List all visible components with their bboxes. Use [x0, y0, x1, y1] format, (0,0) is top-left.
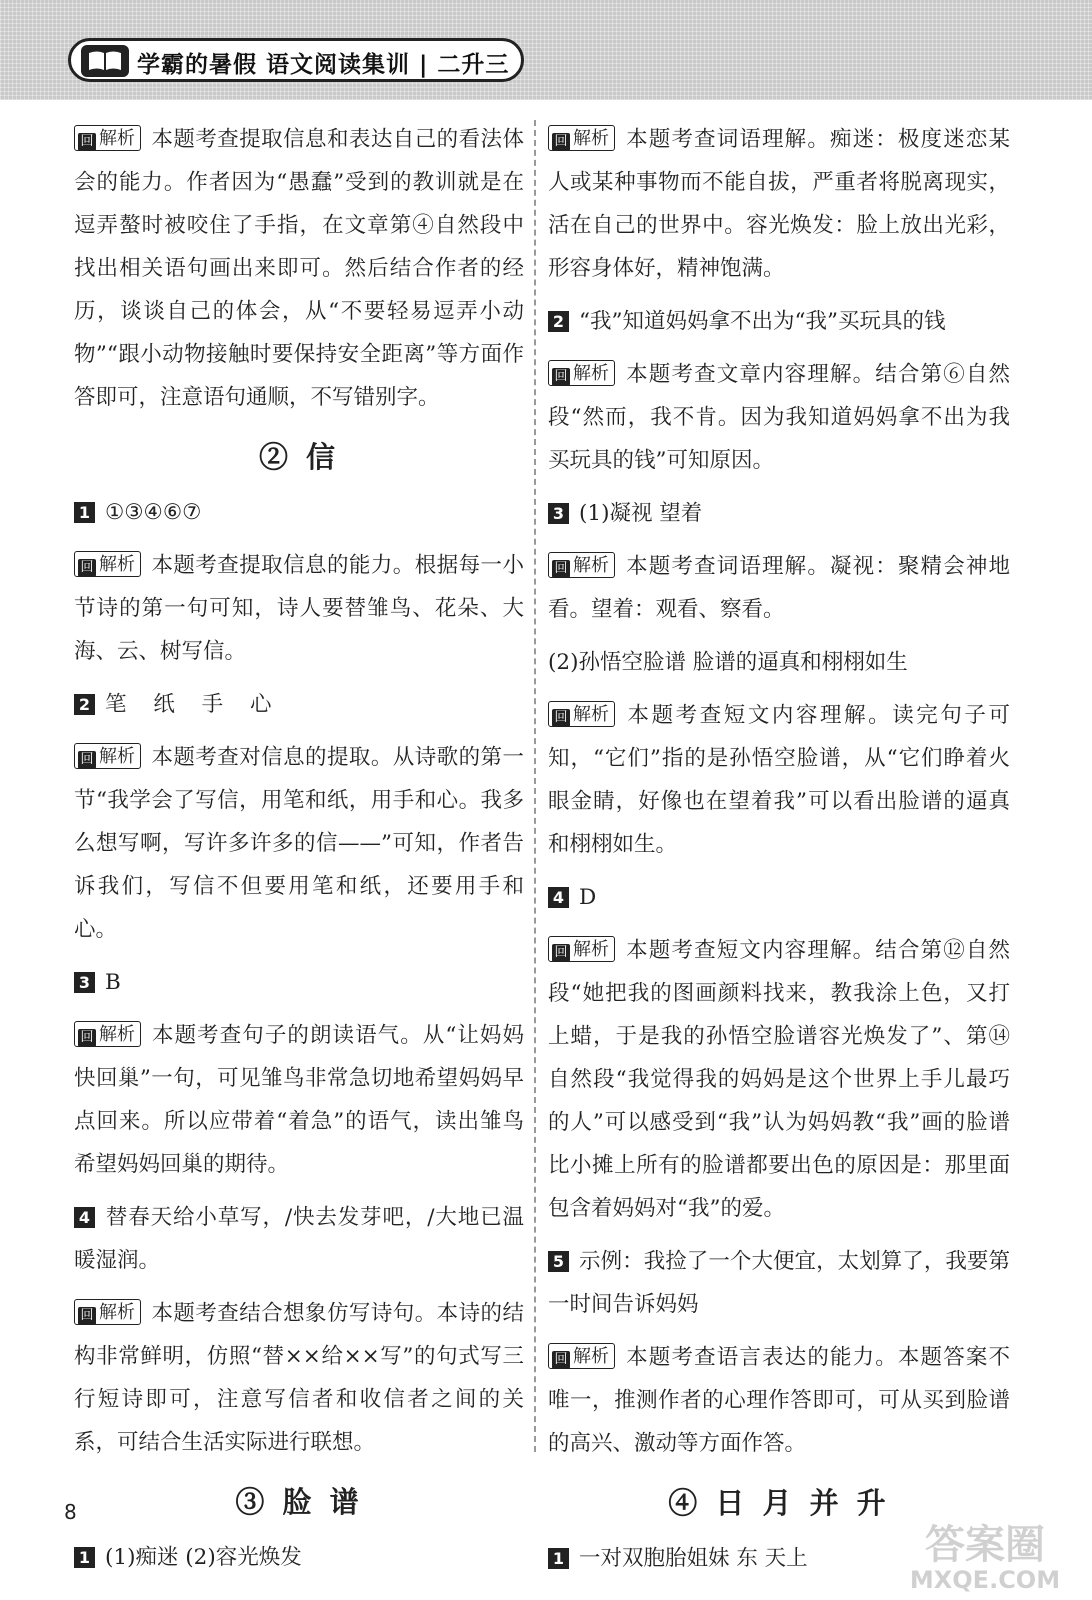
- column-divider: [534, 120, 536, 1452]
- analysis-paragraph: 回 解析 本题考查对信息的提取。从诗歌的第一节“我学会了写信，用笔和纸，用手和心。我多么想写啊，写许多许多的信——”可知，作者告诉我们，写信不但要用笔和纸，还要用手和心。: [74, 745, 524, 942]
- answer-item: 1 (1)痴迷 (2)容光焕发: [74, 1536, 524, 1579]
- analysis-icon: 回: [552, 709, 570, 727]
- analysis-icon: 回: [78, 751, 96, 769]
- analysis-icon: 回: [78, 1307, 96, 1325]
- analysis-badge: 回 解析: [74, 743, 141, 769]
- question-number: 1: [74, 1547, 95, 1568]
- analysis-paragraph: 回 解析 本题考查语言表达的能力。本题答案不唯一，推测作者的心理作答即可，可从买到脸谱的高兴、激动等方面作答。: [548, 1345, 1010, 1456]
- analysis-badge: 回 解析: [74, 1299, 141, 1325]
- book-icon: [81, 45, 129, 77]
- analysis-paragraph: 回 解析 本题考查短文内容理解。读完句子可知，“它们”指的是孙悟空脸谱，从“它们睁着火眼金睛，好像也在望着我”可以看出脸谱的逼真和栩栩如生。: [548, 703, 1010, 857]
- question-number: 1: [74, 502, 95, 523]
- page-header: [0, 0, 1092, 100]
- analysis-badge: 回 解析: [548, 1343, 615, 1369]
- answer-item: 2 笔 纸 手 心: [74, 683, 524, 726]
- right-column: [548, 118, 1010, 1590]
- question-number: 4: [548, 887, 569, 908]
- analysis-paragraph: 回 解析 本题考查词语理解。痴迷：极度迷恋某人或某种事物而不能自拔，严重者将脱离现实，活在自己的世界中。容光焕发：脸上放出光彩，形容身体好，精神饱满。: [548, 127, 1010, 281]
- analysis-icon: 回: [552, 133, 570, 151]
- analysis-badge: 回 解析: [74, 125, 141, 151]
- answer-item: 4 替春天给小草写，/快去发芽吧，/大地已温暖湿润。: [74, 1205, 524, 1273]
- question-number: 1: [548, 1548, 569, 1569]
- analysis-icon: 回: [78, 559, 96, 577]
- analysis-badge: 回 解析: [548, 125, 615, 151]
- analysis-paragraph: 回 解析 本题考查提取信息和表达自己的看法体会的能力。作者因为“愚蠢”受到的教训就是在逗弄螯时被咬住了手指，在文章第④自然段中找出相关语句画出来即可。然后结合作者的经历，谈谈自己的体会，从“不要轻易逗弄小动物”“跟小动物接触时要保持安全距离”等方面作答即可，注意语句通顺，不写错别字。: [74, 127, 524, 410]
- section-title-sun-moon: ④ 日 月 并 升: [668, 1486, 890, 1520]
- analysis-paragraph: 回 解析 本题考查提取信息的能力。根据每一小节诗的第一句可知，诗人要替雏鸟、花朵、大海、云、树写信。: [74, 553, 524, 664]
- left-column: [74, 118, 524, 1589]
- analysis-icon: 回: [552, 368, 570, 386]
- watermark-logo: [890, 1512, 1080, 1596]
- analysis-icon: 回: [78, 1029, 96, 1047]
- answer-item: 5 示例：我捡了一个大便宜，太划算了，我要第一时间告诉妈妈: [548, 1249, 1010, 1317]
- answer-item: 1 ①③④⑥⑦: [74, 491, 524, 534]
- analysis-paragraph: 回 解析 本题考查文章内容理解。结合第⑥自然段“然而，我不肯。因为我知道妈妈拿不出为我买玩具的钱”可知原因。: [548, 362, 1010, 473]
- question-number: 3: [548, 503, 569, 524]
- question-number: 3: [74, 972, 95, 993]
- answer-item: 1 一对双胞胎姐妹 东 天上: [548, 1537, 1010, 1580]
- header-title: 学霸的暑假 语文阅读集训 | 二升三: [137, 52, 510, 78]
- answer-item: 3 B: [74, 961, 524, 1004]
- analysis-icon: 回: [552, 1351, 570, 1369]
- analysis-paragraph: 回 解析 本题考查短文内容理解。结合第⑫自然段“她把我的图画颜料找来，教我涂上色，又打上蜡，于是我的孙悟空脸谱容光焕发了”、第⑭自然段“我觉得我的妈妈是这个世界上手儿最巧的人”可以感受到“我”认为妈妈教“我”画的脸谱比小摊上所有的脸谱都要出色的原因是：那里面包含着妈妈对“我”的爱。: [548, 938, 1010, 1221]
- question-number: 2: [548, 311, 569, 332]
- analysis-paragraph: 回 解析 本题考查句子的朗读语气。从“让妈妈快回巢”一句，可见雏鸟非常急切地希望妈妈早点回来。所以应带着“着急”的语气，读出雏鸟希望妈妈回巢的期待。: [74, 1023, 524, 1177]
- answer-item: (2)孙悟空脸谱 脸谱的逼真和栩栩如生: [548, 650, 908, 675]
- svg-text:MXQE.COM: MXQE.COM: [909, 1566, 1061, 1594]
- answer-item: 2 “我”知道妈妈拿不出为“我”买玩具的钱: [548, 300, 1010, 343]
- header-title-band: [68, 38, 524, 82]
- analysis-icon: 回: [552, 560, 570, 578]
- question-number: 2: [74, 694, 95, 715]
- section-title-letter: ② 信: [258, 440, 340, 474]
- answer-item: 3 (1)凝视 望着: [548, 492, 1010, 535]
- analysis-badge: 回 解析: [74, 551, 141, 577]
- question-number: 4: [74, 1207, 95, 1228]
- analysis-badge: 回 解析: [548, 936, 615, 962]
- analysis-badge: 回 解析: [548, 360, 615, 386]
- section-title-face-mask: ③ 脸 谱: [235, 1485, 363, 1519]
- analysis-icon: 回: [78, 133, 96, 151]
- analysis-badge: 回 解析: [548, 552, 615, 578]
- analysis-icon: 回: [552, 944, 570, 962]
- analysis-badge: 回 解析: [548, 701, 615, 727]
- svg-text:答案圈: 答案圈: [925, 1522, 1045, 1568]
- analysis-badge: 回 解析: [74, 1021, 141, 1047]
- question-number: 5: [548, 1251, 569, 1272]
- answer-item: 4 D: [548, 876, 1010, 919]
- analysis-paragraph: 回 解析 本题考查词语理解。凝视：聚精会神地看。望着：观看、察看。: [548, 554, 1010, 622]
- analysis-paragraph: 回 解析 本题考查结合想象仿写诗句。本诗的结构非常鲜明，仿照“替××给××写”的句式写三行短诗即可，注意写信者和收信者之间的关系，可结合生活实际进行联想。: [74, 1301, 524, 1455]
- page-number: 8: [64, 1500, 77, 1524]
